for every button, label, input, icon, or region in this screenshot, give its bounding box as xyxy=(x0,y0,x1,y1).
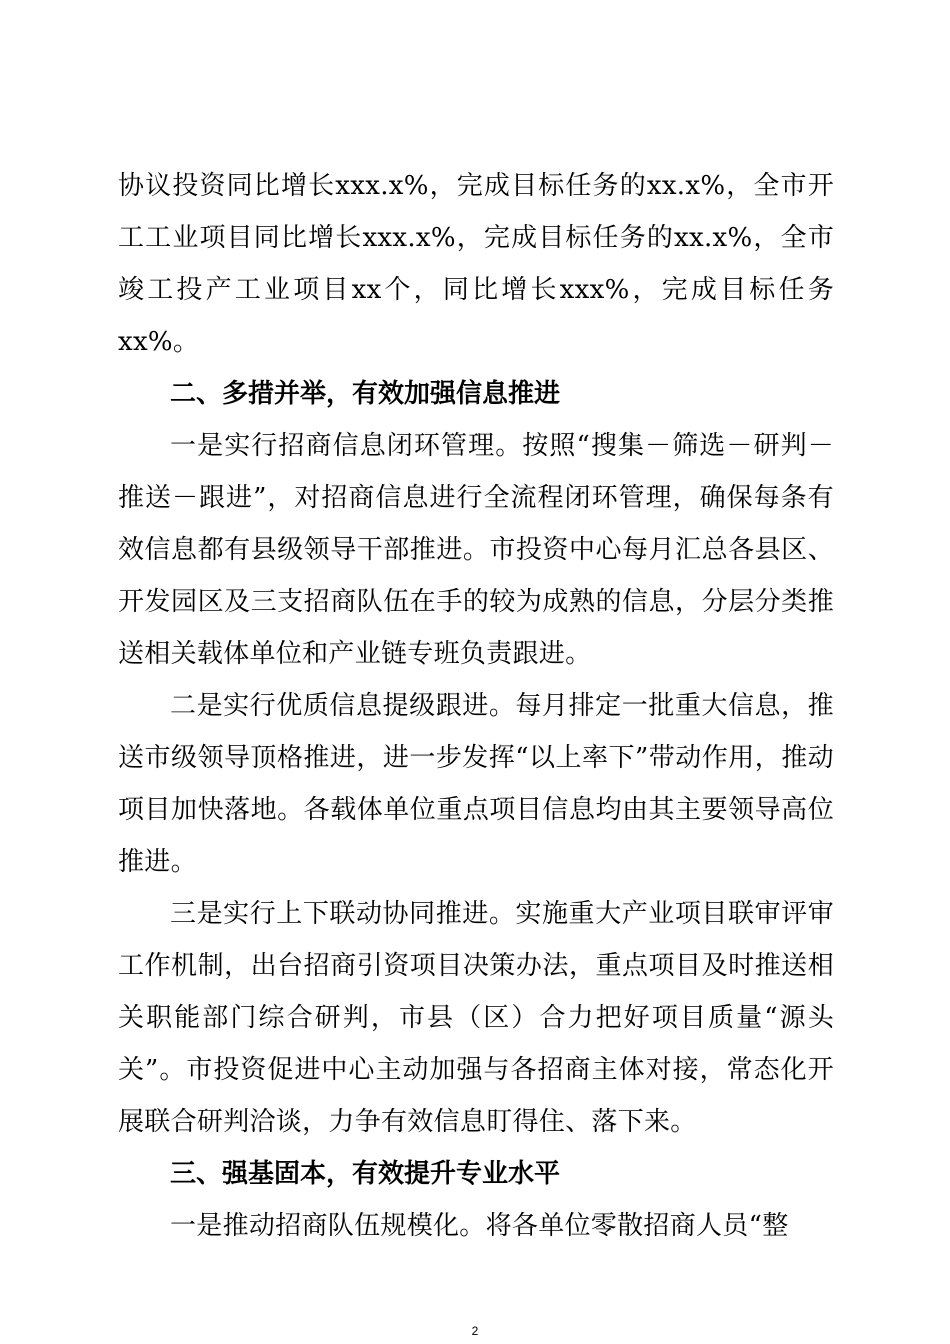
paragraph-team-scaling: 一是推动招商队伍规模化。将各单位零散招商人员“整 xyxy=(170,1211,789,1241)
page-number: 2 xyxy=(471,1324,479,1338)
document-body xyxy=(118,160,834,1252)
paragraph-targets-summary: 协议投资同比增长xxx.x%，完成目标任务的xx.x%，全市开工工业项目同比增长xxx.x%，完成目标任务的xx.x%，全市竣工投产工业项目xx个，同比增长xxx%，完成目标任务xx%。 xyxy=(118,171,834,357)
paragraph-closed-loop-management: 一是实行招商信息闭环管理。按照“搜集－筛选－研判－推送－跟进”，对招商信息进行全流程闭环管理，确保每条有效信息都有县级领导干部推进。市投资中心每月汇总各县区、开发园区及三支招商队伍在手的较为成熟的信息，分层分类推送相关载体单位和产业链专班负责跟进。 xyxy=(118,431,834,669)
section-heading-2: 二、多措并举，有效加强信息推进 xyxy=(170,379,561,409)
paragraph-coordinated-promotion: 三是实行上下联动协同推进。实施重大产业项目联审评审工作机制，出台招商引资项目决策办法，重点项目及时推送相关职能部门综合研判，市县（区）合力把好项目质量“源头关”。市投资促进中心主动加强与各招商主体对接，常态化开展联合研判洽谈，力争有效信息盯得住、落下来。 xyxy=(118,899,834,1137)
paragraph-priority-info-followup: 二是实行优质信息提级跟进。每月排定一批重大信息，推送市级领导顶格推进，进一步发挥“以上率下”带动作用，推动项目加快落地。各载体单位重点项目信息均由其主要领导高位推进。 xyxy=(118,691,834,877)
section-heading-3: 三、强基固本，有效提升专业水平 xyxy=(170,1159,561,1189)
